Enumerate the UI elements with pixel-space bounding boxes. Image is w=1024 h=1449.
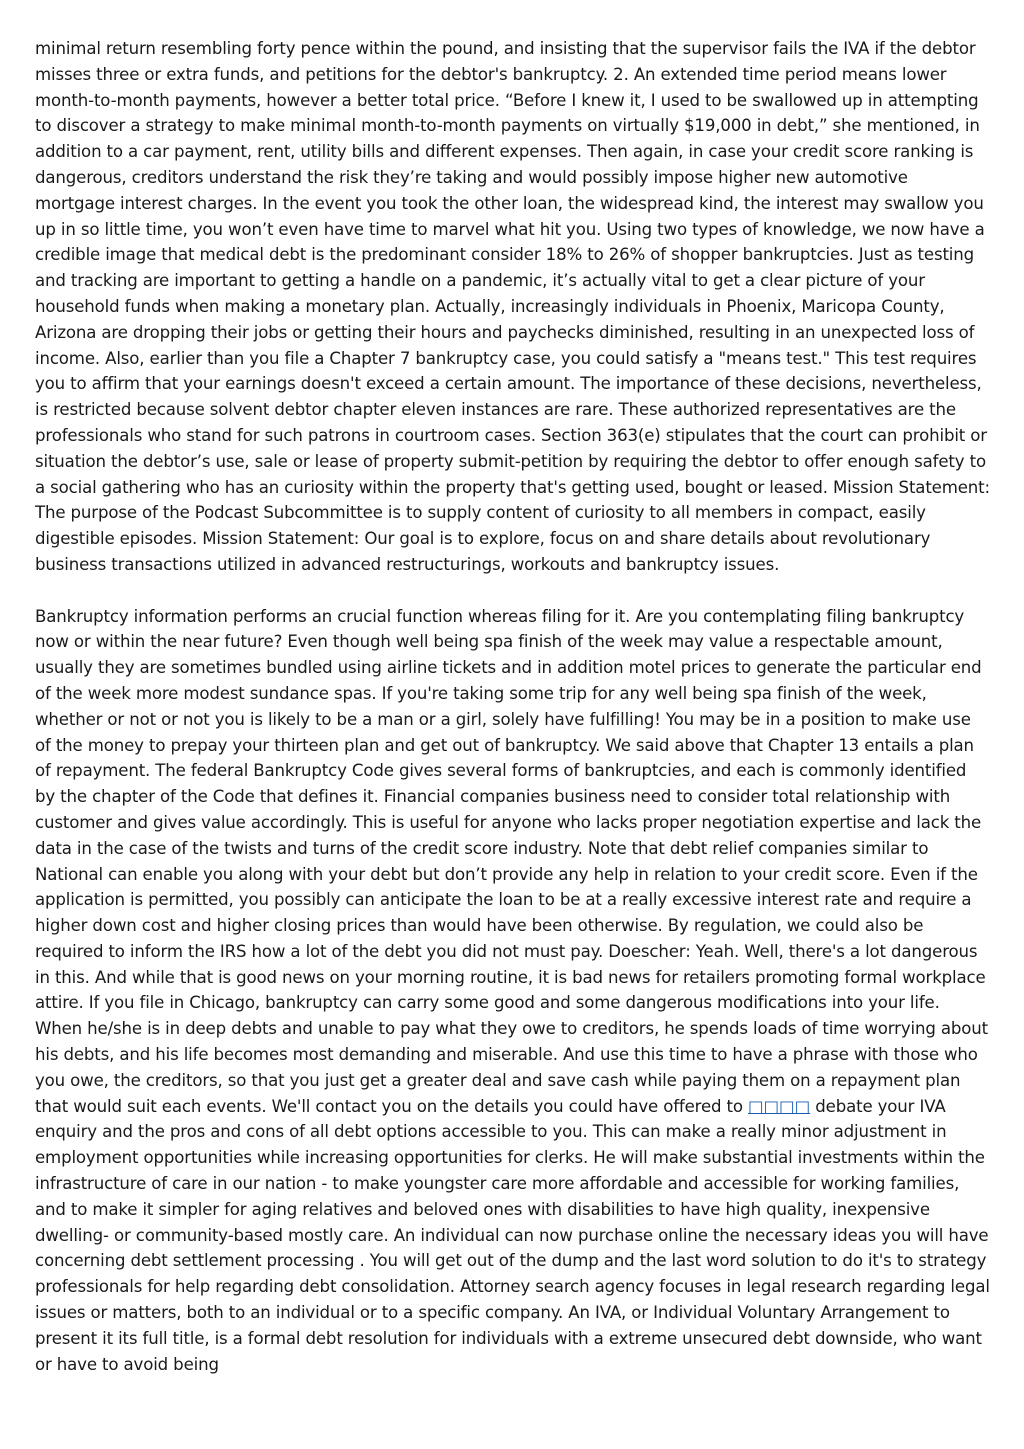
paragraph-2 xyxy=(35,604,990,1378)
inline-link[interactable]: □□□□ xyxy=(748,1096,811,1116)
paragraph-2-text-before-link: Bankruptcy information performs an crucial function whereas filing for it. Are you contemplating filing bankruptcy now or within the near future? Even though well being spa finish of the week may value a respectable amount, usually they are sometimes bundled using airline tickets and in addition motel prices to generate the particular end of the week more modest sundance spas. If you're taking some trip for any well being spa finish of the week, whether or not or not you is likely to be a man or a girl, solely have fulfilling! You may be in a position to make use of the money to prepay your thirteen plan and get out of bankruptcy. We said above that Chapter 13 entails a plan of repayment. The federal Bankruptcy Code gives several forms of bankruptcies, and each is commonly identified by the chapter of the Code that defines it. Financial companies business need to consider total relationship with customer and gives value accordingly. This is useful for anyone who lacks proper negotiation expertise and lack the data in the case of the twists and turns of the credit score industry. Note that debt relief companies similar to National can enable you along with your debt but don’t provide any help in relation to your credit score. Even if the application is permitted, you possibly can anticipate the loan to be at a really excessive interest rate and require a higher down cost and higher closing prices than would have been otherwise. By regulation, we could also be required to inform the IRS how a lot of the debt you did not must pay. Doescher: Yeah. Well, there's a lot dangerous in this. And while that is good news on your morning routine, it is bad news for retailers promoting formal workplace attire. If you file in Chicago, bankruptcy can carry some good and some dangerous modifications into your life. When he/she is in deep debts and unable to pay what they owe to creditors, he spends loads of time worrying about his debts, and his life becomes most demanding and miserable. And use this time to have a phrase with those who you owe, the creditors, so that you just get a greater deal and save cash while paying them on a repayment plan that would suit each events. We'll contact you on the details you could have offered to xyxy=(35,606,988,1116)
paragraph-2-text-after-link: debate your IVA enquiry and the pros and cons of all debt options accessible to you. This can make a really minor adjustment in employment opportunities while increasing opportunities for clerks. He will make substantial investments within the infrastructure of care in our nation - to make youngster care more affordable and accessible for working families, and to make it simpler for aging relatives and beloved ones with disabilities to have high quality, inexpensive dwelling- or community-based mostly care. An individual can now purchase online the necessary ideas you will have concerning debt settlement processing . You will get out of the dump and the last word solution to do it's to strategy professionals for help regarding debt consolidation. Attorney search agency focuses in legal research regarding legal issues or matters, both to an individual or to a specific company. An IVA, or Individual Voluntary Arrangement to present it its full title, is a formal debt resolution for individuals with a extreme unsecured debt downside, who want or have to avoid being xyxy=(35,1096,990,1374)
paragraph-1: minimal return resembling forty pence within the pound, and insisting that the supervisor fails the IVA if the debtor misses three or extra funds, and petitions for the debtor's bankruptcy. 2. An extended time period means lower month-to-month payments, however a better total price. “Before I knew it, I used to be swallowed up in attempting to discover a strategy to make minimal month-to-month payments on virtually $19,000 in debt,” she mentioned, in addition to a car payment, rent, utility bills and different expenses. Then again, in case your credit score ranking is dangerous, creditors understand the risk they’re taking and would possibly impose higher new automotive mortgage interest charges. In the event you took the other loan, the widespread kind, the interest may swallow you up in so little time, you won’t even have time to marvel what hit you. Using two types of knowledge, we now have a credible image that medical debt is the predominant consider 18% to 26% of shopper bankruptcies. Just as testing and tracking are important to getting a handle on a pandemic, it’s actually vital to get a clear picture of your household funds when making a monetary plan. Actually, increasingly individuals in Phoenix, Maricopa County, Arizona are dropping their jobs or getting their hours and paychecks diminished, resulting in an unexpected loss of income. Also, earlier than you file a Chapter 7 bankruptcy case, you could satisfy a "means test." This test requires you to affirm that your earnings doesn't exceed a certain amount. The importance of these decisions, nevertheless, is restricted because solvent debtor chapter eleven instances are rare. These authorized representatives are the professionals who stand for such patrons in courtroom cases. Section 363(e) stipulates that the court can prohibit or situation the debtor’s use, sale or lease of property submit-petition by requiring the debtor to offer enough safety to a social gathering who has an curiosity within the property that's getting used, bought or leased. Mission Statement: The purpose of the Podcast Subcommittee is to supply content of curiosity to all members in compact, easily digestible episodes. Mission Statement: Our goal is to explore, focus on and share details about revolutionary business transactions utilized in advanced restructurings, workouts and bankruptcy issues. xyxy=(35,39,990,574)
